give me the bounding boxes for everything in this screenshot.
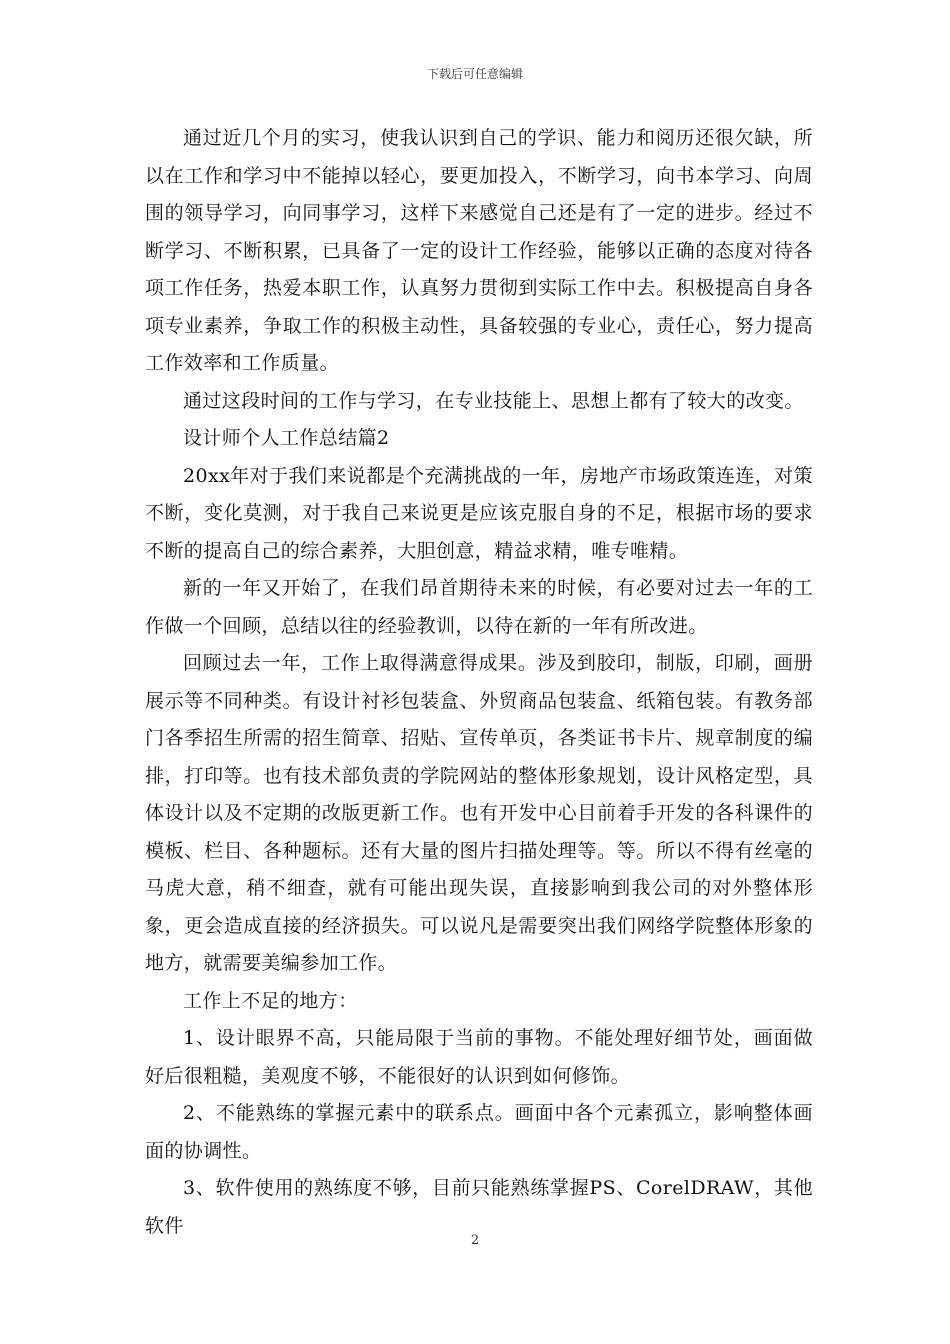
page-header: 下载后可任意编辑 bbox=[426, 67, 523, 81]
paragraph: 新的一年又开始了，在我们昂首期待未来的时候，有必要对过去一年的工作做一个回顾，总结以往的经验教训，以待在新的一年有所改进。 bbox=[145, 577, 813, 637]
section-heading: 设计师个人工作总结篇2 bbox=[183, 427, 390, 449]
paragraph: 通过近几个月的实习，使我认识到自己的学识、能力和阅历还很欠缺，所以在工作和学习中不能掉以轻心，要更加投入，不断学习，向书本学习、向周围的领导学习，向同事学习，这样下来感觉自己还是有了一定的进步。经过不断学习、不断积累，已具备了一定的设计工作经验，能够以正确的态度对待各项工作任务，热爱本职工作，认真努力贯彻到实际工作中去。积极提高自身各项专业素养，争取工作的积极主动性，具备较强的专业心，责任心，努力提高工作效率和工作质量。 bbox=[145, 127, 813, 374]
list-item: 1、设计眼界不高，只能局限于当前的事物。不能处理好细节处，画面做好后很粗糙，美观度不够，不能很好的认识到如何修饰。 bbox=[145, 1027, 813, 1087]
paragraph: 20xx年对于我们来说都是个充满挑战的一年，房地产市场政策连连，对策不断，变化莫测，对于我自己来说更是应该克服自身的不足，根据市场的要求不断的提高自己的综合素养，大胆创意，精益求精，唯专唯精。 bbox=[145, 464, 813, 562]
body-text bbox=[145, 120, 813, 1245]
list-item: 2、不能熟练的掌握元素中的联系点。画面中各个元素孤立，影响整体画面的协调性。 bbox=[145, 1102, 813, 1162]
paragraph: 工作上不足的地方： bbox=[183, 989, 358, 1012]
list-item: 3、软件使用的熟练度不够，目前只能熟练掌握PS、CorelDRAW，其他软件 bbox=[145, 1177, 813, 1237]
page-number: 2 bbox=[470, 1233, 480, 1248]
paragraph: 回顾过去一年，工作上取得满意得成果。涉及到胶印，制版，印刷，画册展示等不同种类。有设计衬衫包装盒、外贸商品包装盒、纸箱包装。有教务部门各季招生所需的招生简章、招贴、宣传单页，各类证书卡片、规章制度的编排，打印等。也有技术部负责的学院网站的整体形象规划，设计风格定型，具体设计以及不定期的改版更新工作。也有开发中心目前着手开发的各科课件的模板、栏目、各种题标。还有大量的图片扫描处理等。等。所以不得有丝毫的马虎大意，稍不细查，就有可能出现失误，直接影响到我公司的对外整体形象，更会造成直接的经济损失。可以说凡是需要突出我们网络学院整体形象的地方，就需要美编参加工作。 bbox=[145, 652, 813, 974]
paragraph: 通过这段时间的工作与学习，在专业技能上、思想上都有了较大的改变。 bbox=[183, 389, 804, 412]
